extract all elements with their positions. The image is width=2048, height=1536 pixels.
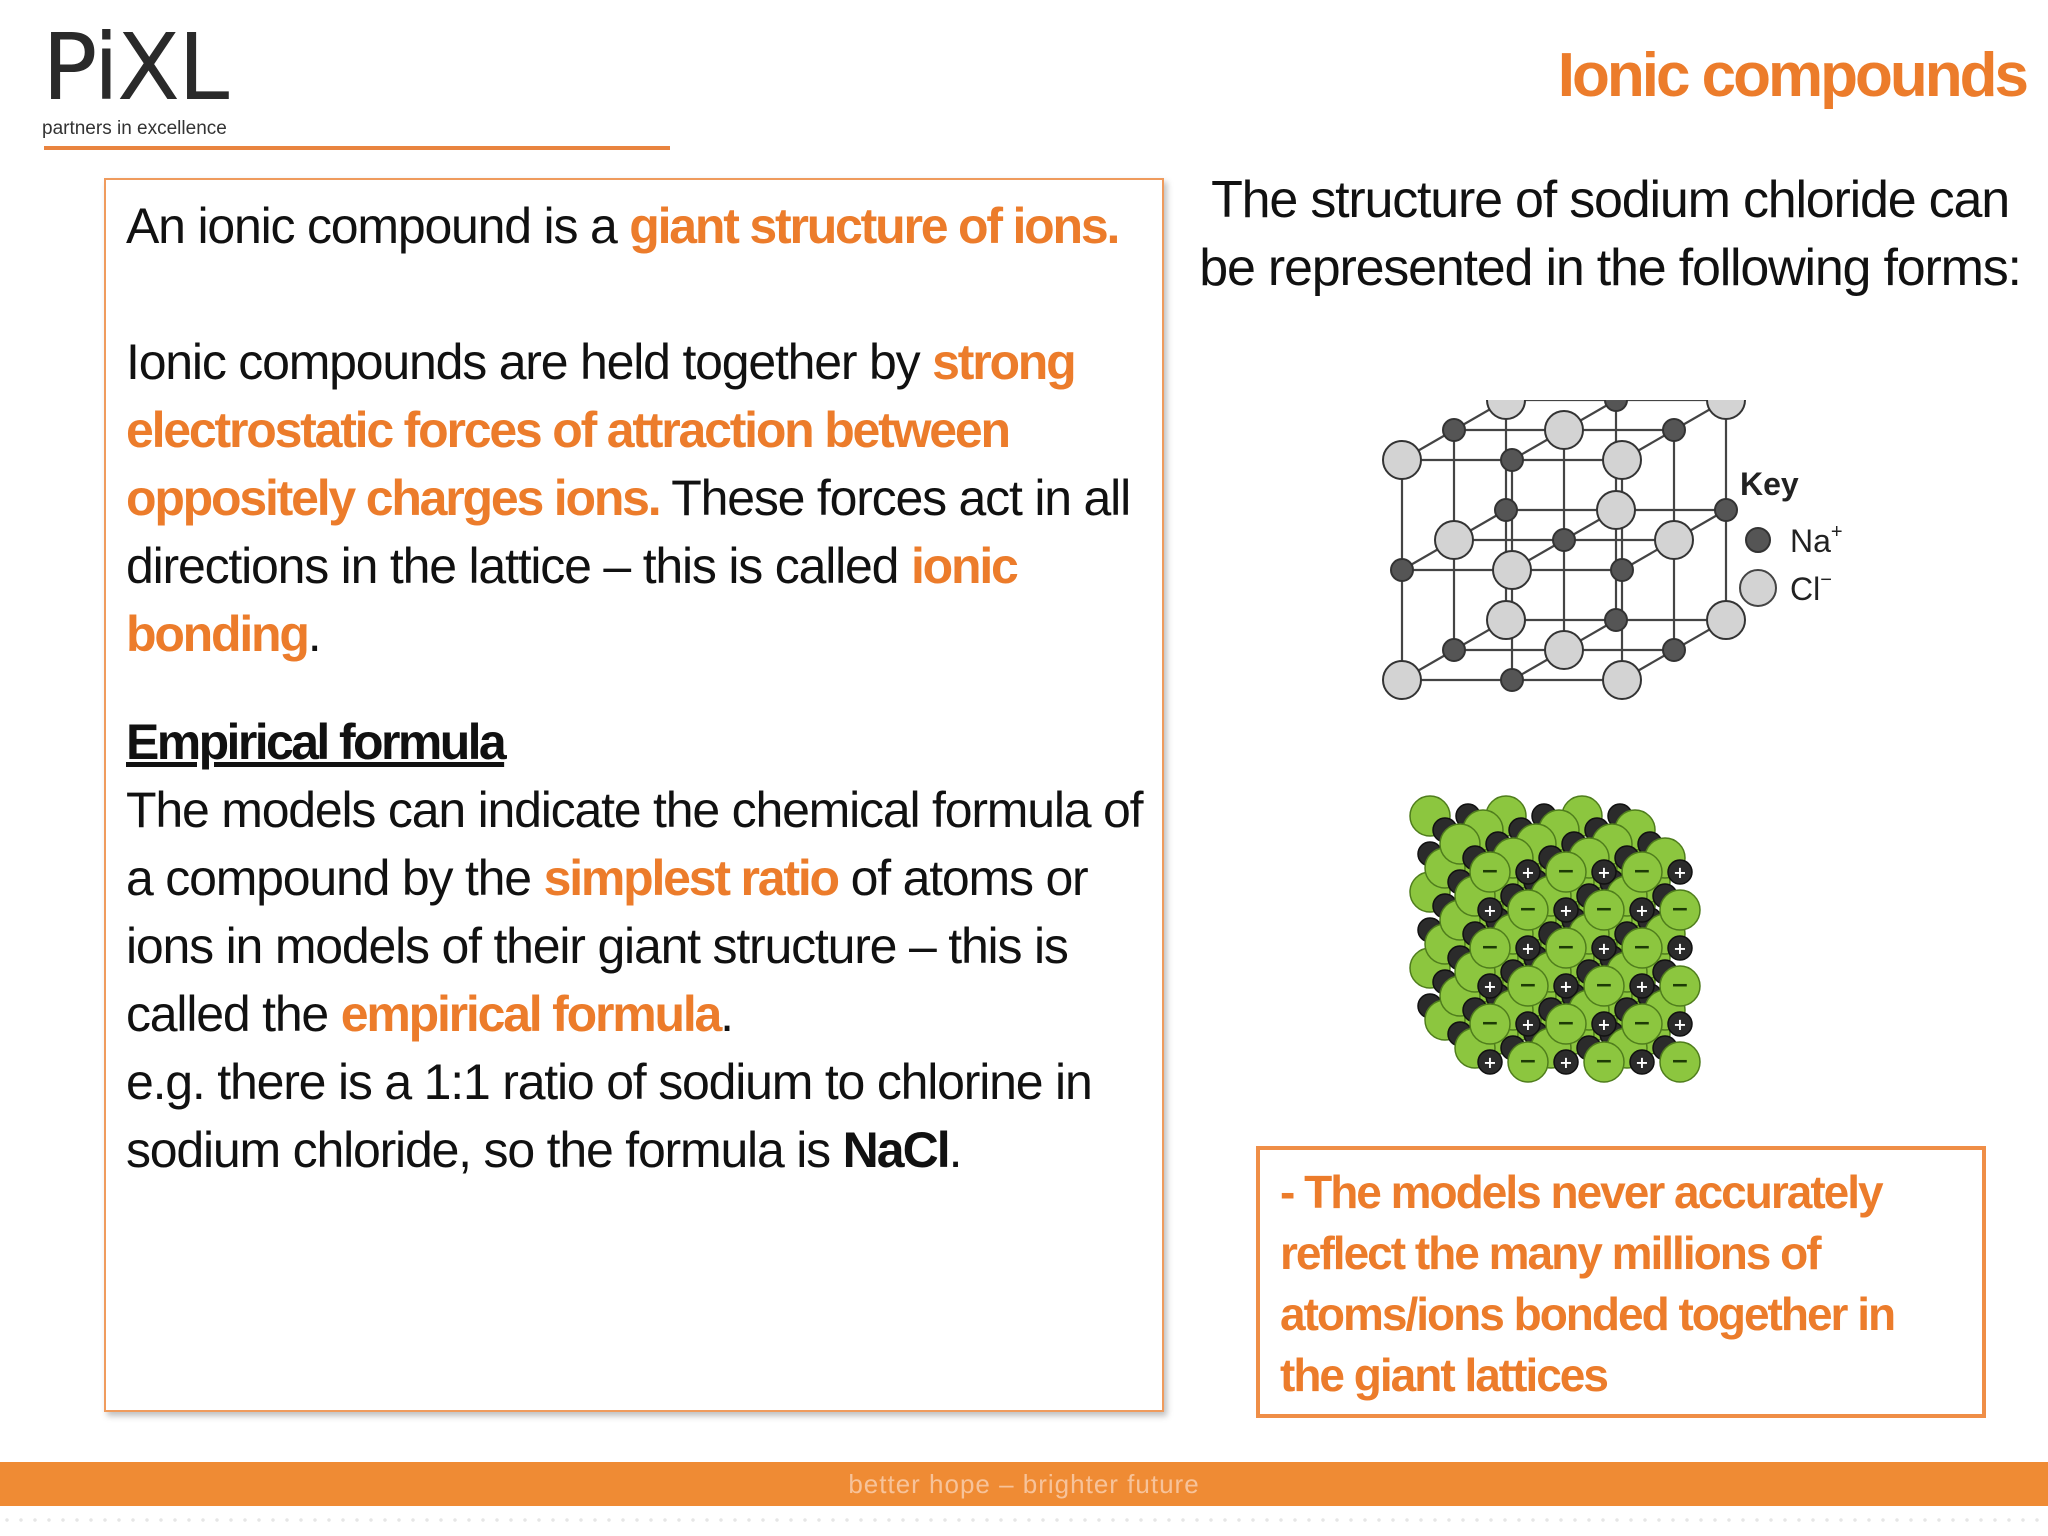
cl-sphere [1546, 852, 1586, 892]
paragraph-definition [126, 192, 1144, 260]
cl-sphere [1584, 966, 1624, 1006]
na-sphere [1478, 898, 1502, 922]
cl-sphere [1508, 890, 1548, 930]
cl-ion [1603, 661, 1641, 699]
footer-dots [0, 1518, 2048, 1522]
header-divider [44, 146, 670, 150]
cl-ion [1383, 441, 1421, 479]
na-ion [1605, 400, 1627, 411]
svg-text:−: − [1594, 973, 1614, 998]
na-sphere [1630, 1050, 1654, 1074]
svg-text:−: − [1670, 973, 1690, 998]
na-sphere [1554, 974, 1578, 998]
cl-sphere [1470, 1004, 1510, 1044]
cl-ion [1435, 521, 1473, 559]
cl-sphere [1622, 852, 1662, 892]
cl-ion [1655, 521, 1693, 559]
nacl-space-filling-model [1380, 742, 1780, 1122]
svg-text:−: − [1632, 1011, 1652, 1036]
text-run: . [720, 986, 733, 1042]
cl-sphere [1546, 928, 1586, 968]
cl-ion [1597, 491, 1635, 529]
na-ion [1443, 639, 1465, 661]
text-run: of atoms or ions in models of their giant structure – this is called the [126, 850, 1088, 1042]
na-ion [1663, 639, 1685, 661]
svg-text:−: − [1518, 1049, 1538, 1074]
svg-text:+: + [1597, 863, 1611, 882]
text-run: e.g. there is a 1:1 ratio of sodium to chlorine in sodium chloride, so the formula is [126, 1054, 1092, 1178]
svg-text:+: + [1521, 1015, 1535, 1034]
paragraph-empirical [126, 776, 1144, 1048]
cl-sphere [1508, 1042, 1548, 1082]
paragraph-example [126, 1048, 1144, 1184]
cl-ion [1707, 400, 1745, 419]
na-sphere [1668, 1012, 1692, 1036]
svg-text:−: − [1518, 973, 1538, 998]
text-run: . [307, 606, 321, 662]
svg-text:+: + [1673, 1015, 1687, 1034]
svg-text:−: − [1480, 935, 1500, 960]
key-na-swatch [1746, 528, 1770, 552]
text-run: An ionic compound is a [126, 198, 630, 254]
svg-text:+: + [1673, 939, 1687, 958]
key-cl-swatch [1740, 570, 1776, 606]
na-sphere [1668, 860, 1692, 884]
na-sphere [1478, 1050, 1502, 1074]
na-ion [1501, 669, 1523, 691]
na-ion [1501, 449, 1523, 471]
svg-text:−: − [1480, 859, 1500, 884]
svg-text:−: − [1594, 1049, 1614, 1074]
svg-text:−: − [1670, 897, 1690, 922]
highlight-term: empirical formula [340, 986, 721, 1042]
formula-nacl: NaCl [842, 1122, 949, 1178]
na-ion [1663, 419, 1685, 441]
svg-text:+: + [1559, 901, 1573, 920]
svg-text:+: + [1559, 977, 1573, 996]
svg-text:−: − [1556, 935, 1576, 960]
highlight-term: strong electrostatic forces of attraction between oppositely charges ions. [126, 334, 1075, 526]
cl-ion [1493, 551, 1531, 589]
page-title: Ionic compounds [1557, 41, 2026, 110]
highlight-term: simplest ratio [543, 850, 838, 906]
na-ion [1443, 419, 1465, 441]
cl-sphere [1660, 890, 1700, 930]
models-limitation-note: - The models never accurately reflect the many millions of atoms/ions bonded together in the giant lattices [1256, 1146, 1986, 1418]
na-sphere [1516, 1012, 1540, 1036]
highlight-term: ionic bonding [126, 538, 1017, 662]
cl-ion [1707, 601, 1745, 639]
na-ion [1495, 499, 1517, 521]
text-run: . [948, 1122, 962, 1178]
na-sphere [1478, 974, 1502, 998]
svg-text:+: + [1597, 939, 1611, 958]
key-na-label: Na+ [1790, 521, 1843, 559]
paragraph-bonding [126, 328, 1144, 668]
svg-text:+: + [1521, 939, 1535, 958]
cl-ion [1603, 441, 1641, 479]
svg-text:+: + [1559, 1053, 1573, 1072]
svg-text:+: + [1521, 863, 1535, 882]
cl-sphere [1660, 1042, 1700, 1082]
svg-text:+: + [1673, 863, 1687, 882]
na-sphere [1592, 1012, 1616, 1036]
text-run: The models can indicate the chemical formula of a compound by the [126, 782, 1143, 906]
na-sphere [1630, 974, 1654, 998]
svg-text:−: − [1556, 859, 1576, 884]
svg-text:−: − [1632, 935, 1652, 960]
logo-tagline: partners in excellence [42, 118, 227, 139]
structure-caption: The structure of sodium chloride can be represented in the following forms: [1199, 171, 2021, 297]
na-ion [1611, 559, 1633, 581]
cl-sphere [1584, 1042, 1624, 1082]
na-ion [1391, 559, 1413, 581]
cl-ion [1487, 601, 1525, 639]
svg-text:−: − [1670, 1049, 1690, 1074]
svg-text:−: − [1556, 1011, 1576, 1036]
svg-text:+: + [1483, 901, 1497, 920]
na-sphere [1630, 898, 1654, 922]
cl-sphere [1622, 928, 1662, 968]
cl-sphere [1470, 852, 1510, 892]
cl-sphere [1546, 1004, 1586, 1044]
cl-ion [1545, 631, 1583, 669]
text-run: These forces act in all directions in the lattice – this is called [126, 470, 1130, 594]
na-sphere [1668, 936, 1692, 960]
svg-text:+: + [1597, 1015, 1611, 1034]
logo-wordmark: PiXL [42, 14, 228, 121]
text-run: Ionic compounds are held together by [126, 334, 933, 390]
definition-panel [104, 178, 1164, 1412]
na-ion [1553, 529, 1575, 551]
cl-ion [1487, 400, 1525, 419]
cl-ion [1383, 661, 1421, 699]
na-sphere [1554, 1050, 1578, 1074]
na-ion [1605, 609, 1627, 631]
svg-text:+: + [1483, 1053, 1497, 1072]
cl-ion [1545, 411, 1583, 449]
key-title: Key [1740, 466, 1799, 502]
na-sphere [1516, 936, 1540, 960]
cl-sphere [1470, 928, 1510, 968]
svg-text:−: − [1632, 859, 1652, 884]
cl-sphere [1508, 966, 1548, 1006]
na-sphere [1516, 860, 1540, 884]
cl-sphere [1584, 890, 1624, 930]
svg-text:+: + [1635, 1053, 1649, 1072]
pixl-logo [42, 14, 282, 142]
footer-band [0, 1462, 2048, 1506]
section-heading: Empirical formula [126, 714, 505, 770]
svg-text:+: + [1635, 901, 1649, 920]
footer-slogan: better hope – brighter future [848, 1469, 1200, 1499]
na-sphere [1592, 936, 1616, 960]
svg-text:−: − [1480, 1011, 1500, 1036]
svg-text:+: + [1635, 977, 1649, 996]
highlight-term: giant structure of ions. [629, 198, 1119, 254]
cl-sphere [1622, 1004, 1662, 1044]
na-ion [1715, 499, 1737, 521]
nacl-lattice-diagram [1372, 400, 1892, 720]
na-sphere [1554, 898, 1578, 922]
svg-text:+: + [1483, 977, 1497, 996]
key-cl-label: Cl− [1790, 569, 1832, 607]
svg-text:−: − [1518, 897, 1538, 922]
na-sphere [1592, 860, 1616, 884]
svg-text:−: − [1594, 897, 1614, 922]
cl-sphere [1660, 966, 1700, 1006]
